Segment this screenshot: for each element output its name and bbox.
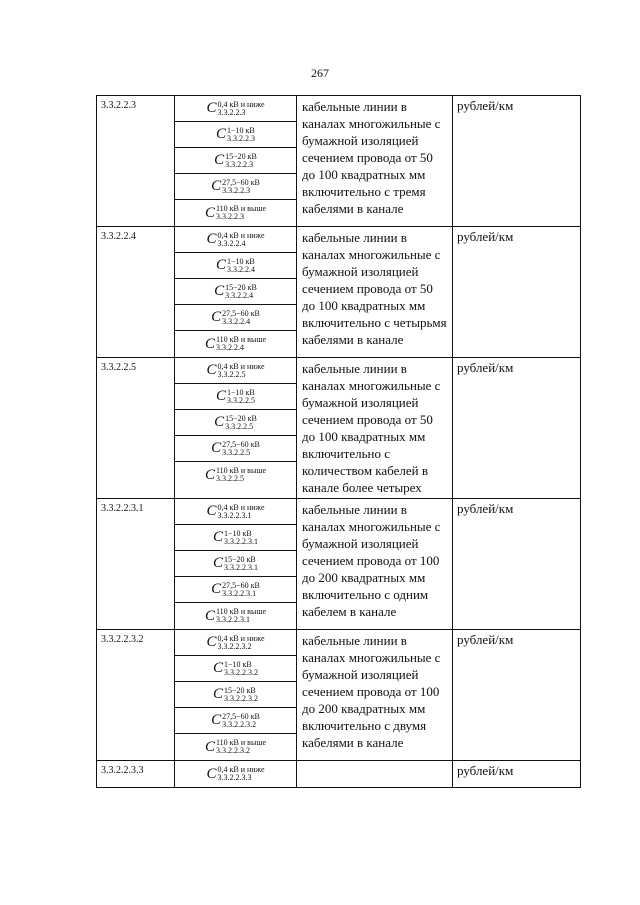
row-description: кабельные линии в каналах многожильные с бумажной изоляцией сечением провода от 100 до 200 квадратных мм включительно с одним кабелем в канале xyxy=(297,499,453,630)
symbol-formula xyxy=(206,101,264,117)
code-subscript: 3.3.2.2.3.2 xyxy=(222,719,257,729)
tariff-symbol xyxy=(175,253,296,279)
code-subscript: 3.3.2.2.3 xyxy=(215,212,244,221)
symbol-letter: C xyxy=(212,555,223,571)
tariff-symbol xyxy=(175,384,296,410)
symbol-formula xyxy=(214,153,257,169)
symbol-scripts xyxy=(224,556,258,572)
symbol-scripts xyxy=(225,153,257,169)
code-subscript: 3.3.2.2.4 xyxy=(217,238,246,248)
row-unit: рублей/км xyxy=(453,227,581,358)
symbol-scripts xyxy=(217,635,264,651)
symbol-letter: C xyxy=(211,178,222,194)
tariff-symbol xyxy=(175,174,296,200)
symbol-letter: C xyxy=(206,100,217,116)
voltage-superscript: 15−20 кВ xyxy=(225,151,257,161)
row-code: 3.3.2.2.4 xyxy=(97,227,175,358)
voltage-superscript: 15−20 кВ xyxy=(224,554,256,564)
code-subscript: 3.3.2.2.3 xyxy=(225,159,254,169)
symbol-letter: C xyxy=(206,634,217,650)
tariff-symbol xyxy=(175,122,296,148)
symbol-formula xyxy=(216,389,255,405)
tariff-symbol xyxy=(175,148,296,174)
table-row xyxy=(97,630,581,761)
symbol-stack xyxy=(175,630,296,760)
tariff-symbol xyxy=(175,525,296,551)
symbol-scripts xyxy=(217,504,264,520)
row-description: кабельные линии в каналах многожильные с бумажной изоляцией сечением провода от 50 до 100 квадратных мм включительно с четырьмя кабелями в канале xyxy=(297,227,453,358)
symbol-letter: C xyxy=(212,529,223,545)
symbol-formula xyxy=(206,363,264,379)
symbol-letter: C xyxy=(215,388,226,404)
code-subscript: 3.3.2.2.3 xyxy=(227,133,255,143)
symbol-letter: C xyxy=(206,503,217,519)
symbol-letter: C xyxy=(206,231,217,247)
symbol-cell xyxy=(175,96,297,227)
row-unit: рублей/км xyxy=(453,358,581,499)
voltage-superscript: 0,4 кВ и ниже xyxy=(217,99,265,109)
symbol-cell xyxy=(175,358,297,499)
tariff-symbol xyxy=(175,551,296,577)
table-row xyxy=(97,227,581,358)
code-subscript: 3.3.2.2.4 xyxy=(215,343,244,352)
code-subscript: 3.3.2.2.3 xyxy=(217,107,246,117)
symbol-formula xyxy=(214,284,257,300)
symbol-formula xyxy=(211,582,260,598)
row-unit: рублей/км xyxy=(453,499,581,630)
code-subscript: 3.3.2.2.4 xyxy=(227,264,255,274)
symbol-scripts xyxy=(217,101,264,117)
row-code: 3.3.2.2.3 xyxy=(97,96,175,227)
voltage-superscript: 1−10 кВ xyxy=(224,528,252,538)
tariff-symbol xyxy=(175,200,296,226)
row-description: кабельные линии в каналах многожильные с бумажной изоляцией сечением провода от 100 до 200 квадратных мм включительно с двумя кабелями в канале xyxy=(297,630,453,761)
voltage-superscript: 110 кВ и выше xyxy=(215,738,267,747)
page-number: 267 xyxy=(311,66,329,80)
code-subscript: 3.3.2.2.3.1 xyxy=(224,562,258,572)
tariff-symbol xyxy=(175,499,296,525)
symbol-formula xyxy=(206,232,264,248)
symbol-stack xyxy=(175,761,296,787)
symbol-scripts xyxy=(222,179,260,195)
tariff-symbol xyxy=(175,436,296,462)
symbol-scripts xyxy=(227,258,255,274)
tariff-symbol xyxy=(175,630,296,656)
row-unit: рублей/км xyxy=(453,761,581,788)
voltage-superscript: 1−10 кВ xyxy=(224,659,252,669)
symbol-stack xyxy=(175,358,296,488)
row-description: кабельные линии в каналах многожильные с бумажной изоляцией сечением провода от 50 до 100 квадратных мм включительно с тремя кабелями в канале xyxy=(297,96,453,227)
voltage-superscript: 110 кВ и выше xyxy=(215,335,267,344)
symbol-formula xyxy=(205,739,266,755)
tariff-symbol xyxy=(175,227,296,253)
symbol-letter: C xyxy=(215,257,226,273)
tariff-table xyxy=(96,95,581,788)
symbol-cell xyxy=(175,761,297,788)
symbol-scripts xyxy=(217,766,264,782)
voltage-superscript: 27,5−60 кВ xyxy=(222,177,260,187)
voltage-superscript: 0,4 кВ и ниже xyxy=(217,361,265,371)
tariff-symbol xyxy=(175,410,296,436)
code-subscript: 3.3.2.2.3 xyxy=(222,185,251,195)
tariff-symbol xyxy=(175,305,296,331)
row-unit: рублей/км xyxy=(453,96,581,227)
symbol-formula xyxy=(216,258,255,274)
voltage-superscript: 15−20 кВ xyxy=(225,282,257,292)
symbol-cell xyxy=(175,630,297,761)
symbol-stack xyxy=(175,499,296,629)
symbol-letter: C xyxy=(206,362,217,378)
symbol-cell xyxy=(175,227,297,358)
symbol-formula xyxy=(205,467,266,483)
symbol-cell xyxy=(175,499,297,630)
code-subscript: 3.3.2.2.4 xyxy=(222,316,251,326)
symbol-letter: C xyxy=(214,414,225,430)
table-row xyxy=(97,761,581,788)
symbol-scripts xyxy=(222,441,260,457)
voltage-superscript: 27,5−60 кВ xyxy=(222,580,260,590)
symbol-scripts xyxy=(225,284,257,300)
symbol-formula xyxy=(213,687,258,703)
symbol-letter: C xyxy=(204,466,215,483)
symbol-scripts xyxy=(217,232,264,248)
row-description: кабельные линии в каналах многожильные с бумажной изоляцией сечением провода от 50 до 100 квадратных мм включительно с количеством кабелей в канале более четырех xyxy=(297,358,453,499)
symbol-letter: C xyxy=(204,738,215,755)
voltage-superscript: 110 кВ и выше xyxy=(215,466,267,475)
row-description xyxy=(297,761,453,788)
symbol-formula xyxy=(206,635,264,651)
code-subscript: 3.3.2.2.3.3 xyxy=(217,773,252,782)
symbol-scripts xyxy=(217,363,264,379)
voltage-superscript: 27,5−60 кВ xyxy=(222,439,260,449)
symbol-letter: C xyxy=(204,607,215,624)
symbol-formula xyxy=(205,608,266,624)
symbol-formula xyxy=(214,415,257,431)
table-row xyxy=(97,358,581,499)
symbol-scripts xyxy=(216,739,266,755)
symbol-formula xyxy=(206,766,264,782)
symbol-letter: C xyxy=(204,204,215,221)
symbol-scripts xyxy=(216,336,266,352)
symbol-formula xyxy=(211,713,260,729)
code-subscript: 3.3.2.2.3.2 xyxy=(224,667,258,677)
code-subscript: 3.3.2.2.5 xyxy=(217,369,246,379)
voltage-superscript: 110 кВ и выше xyxy=(215,607,267,616)
voltage-superscript: 0,4 кВ и ниже xyxy=(217,633,265,643)
tariff-symbol xyxy=(175,682,296,708)
code-subscript: 3.3.2.2.3.1 xyxy=(224,536,258,546)
voltage-superscript: 0,4 кВ и ниже xyxy=(217,230,265,240)
symbol-formula xyxy=(213,661,258,677)
tariff-symbol xyxy=(175,761,296,787)
symbol-scripts xyxy=(216,608,266,624)
row-code: 3.3.2.2.3.3 xyxy=(97,761,175,788)
tariff-symbol xyxy=(175,462,296,488)
table-row xyxy=(97,499,581,630)
code-subscript: 3.3.2.2.3.1 xyxy=(217,510,252,520)
code-subscript: 3.3.2.2.5 xyxy=(227,395,255,405)
tariff-table-body xyxy=(97,96,581,788)
symbol-formula xyxy=(205,336,266,352)
symbol-scripts xyxy=(222,310,260,326)
symbol-scripts xyxy=(216,467,266,483)
symbol-stack xyxy=(175,96,296,226)
symbol-letter: C xyxy=(211,309,222,325)
code-subscript: 3.3.2.2.3.2 xyxy=(217,641,252,651)
voltage-superscript: 15−20 кВ xyxy=(225,413,257,423)
symbol-letter: C xyxy=(214,283,225,299)
code-subscript: 3.3.2.2.5 xyxy=(222,447,251,457)
symbol-letter: C xyxy=(215,126,226,142)
symbol-letter: C xyxy=(212,686,223,702)
symbol-letter: C xyxy=(212,660,223,676)
voltage-superscript: 1−10 кВ xyxy=(227,125,255,135)
code-subscript: 3.3.2.2.5 xyxy=(215,474,244,483)
tariff-symbol xyxy=(175,279,296,305)
symbol-letter: C xyxy=(204,335,215,352)
code-subscript: 3.3.2.2.4 xyxy=(225,290,254,300)
tariff-symbol xyxy=(175,603,296,629)
table-row xyxy=(97,96,581,227)
tariff-symbol xyxy=(175,577,296,603)
tariff-symbol xyxy=(175,331,296,357)
tariff-symbol xyxy=(175,734,296,760)
code-subscript: 3.3.2.2.3.2 xyxy=(224,693,258,703)
symbol-formula xyxy=(211,310,260,326)
code-subscript: 3.3.2.2.3.2 xyxy=(215,746,250,755)
voltage-superscript: 0,4 кВ и ниже xyxy=(217,765,265,774)
symbol-formula xyxy=(211,441,260,457)
symbol-scripts xyxy=(225,415,257,431)
tariff-symbol xyxy=(175,656,296,682)
symbol-scripts xyxy=(227,389,255,405)
row-code: 3.3.2.2.3.1 xyxy=(97,499,175,630)
symbol-formula xyxy=(216,127,255,143)
code-subscript: 3.3.2.2.5 xyxy=(225,421,254,431)
voltage-superscript: 27,5−60 кВ xyxy=(222,711,260,721)
symbol-scripts xyxy=(222,582,260,598)
row-code: 3.3.2.2.5 xyxy=(97,358,175,499)
tariff-symbol xyxy=(175,96,296,122)
row-code: 3.3.2.2.3.2 xyxy=(97,630,175,761)
symbol-formula xyxy=(213,530,258,546)
symbol-stack xyxy=(175,227,296,357)
symbol-scripts xyxy=(224,530,258,546)
symbol-scripts xyxy=(224,687,258,703)
symbol-scripts xyxy=(216,205,266,221)
symbol-letter: C xyxy=(211,440,222,456)
tariff-symbol xyxy=(175,708,296,734)
symbol-letter: C xyxy=(214,152,225,168)
row-unit: рублей/км xyxy=(453,630,581,761)
symbol-scripts xyxy=(227,127,255,143)
voltage-superscript: 27,5−60 кВ xyxy=(222,308,260,318)
voltage-superscript: 0,4 кВ и ниже xyxy=(217,502,265,512)
voltage-superscript: 15−20 кВ xyxy=(224,685,256,695)
symbol-scripts xyxy=(222,713,260,729)
voltage-superscript: 1−10 кВ xyxy=(227,387,255,397)
symbol-scripts xyxy=(224,661,258,677)
symbol-formula xyxy=(211,179,260,195)
voltage-superscript: 1−10 кВ xyxy=(227,256,255,266)
voltage-superscript: 110 кВ и выше xyxy=(215,204,267,213)
symbol-formula xyxy=(205,205,266,221)
symbol-letter: C xyxy=(206,765,217,782)
tariff-symbol xyxy=(175,358,296,384)
symbol-formula xyxy=(213,556,258,572)
symbol-letter: C xyxy=(211,712,222,728)
code-subscript: 3.3.2.2.3.1 xyxy=(215,615,250,624)
symbol-formula xyxy=(206,504,264,520)
symbol-letter: C xyxy=(211,581,222,597)
code-subscript: 3.3.2.2.3.1 xyxy=(222,588,257,598)
